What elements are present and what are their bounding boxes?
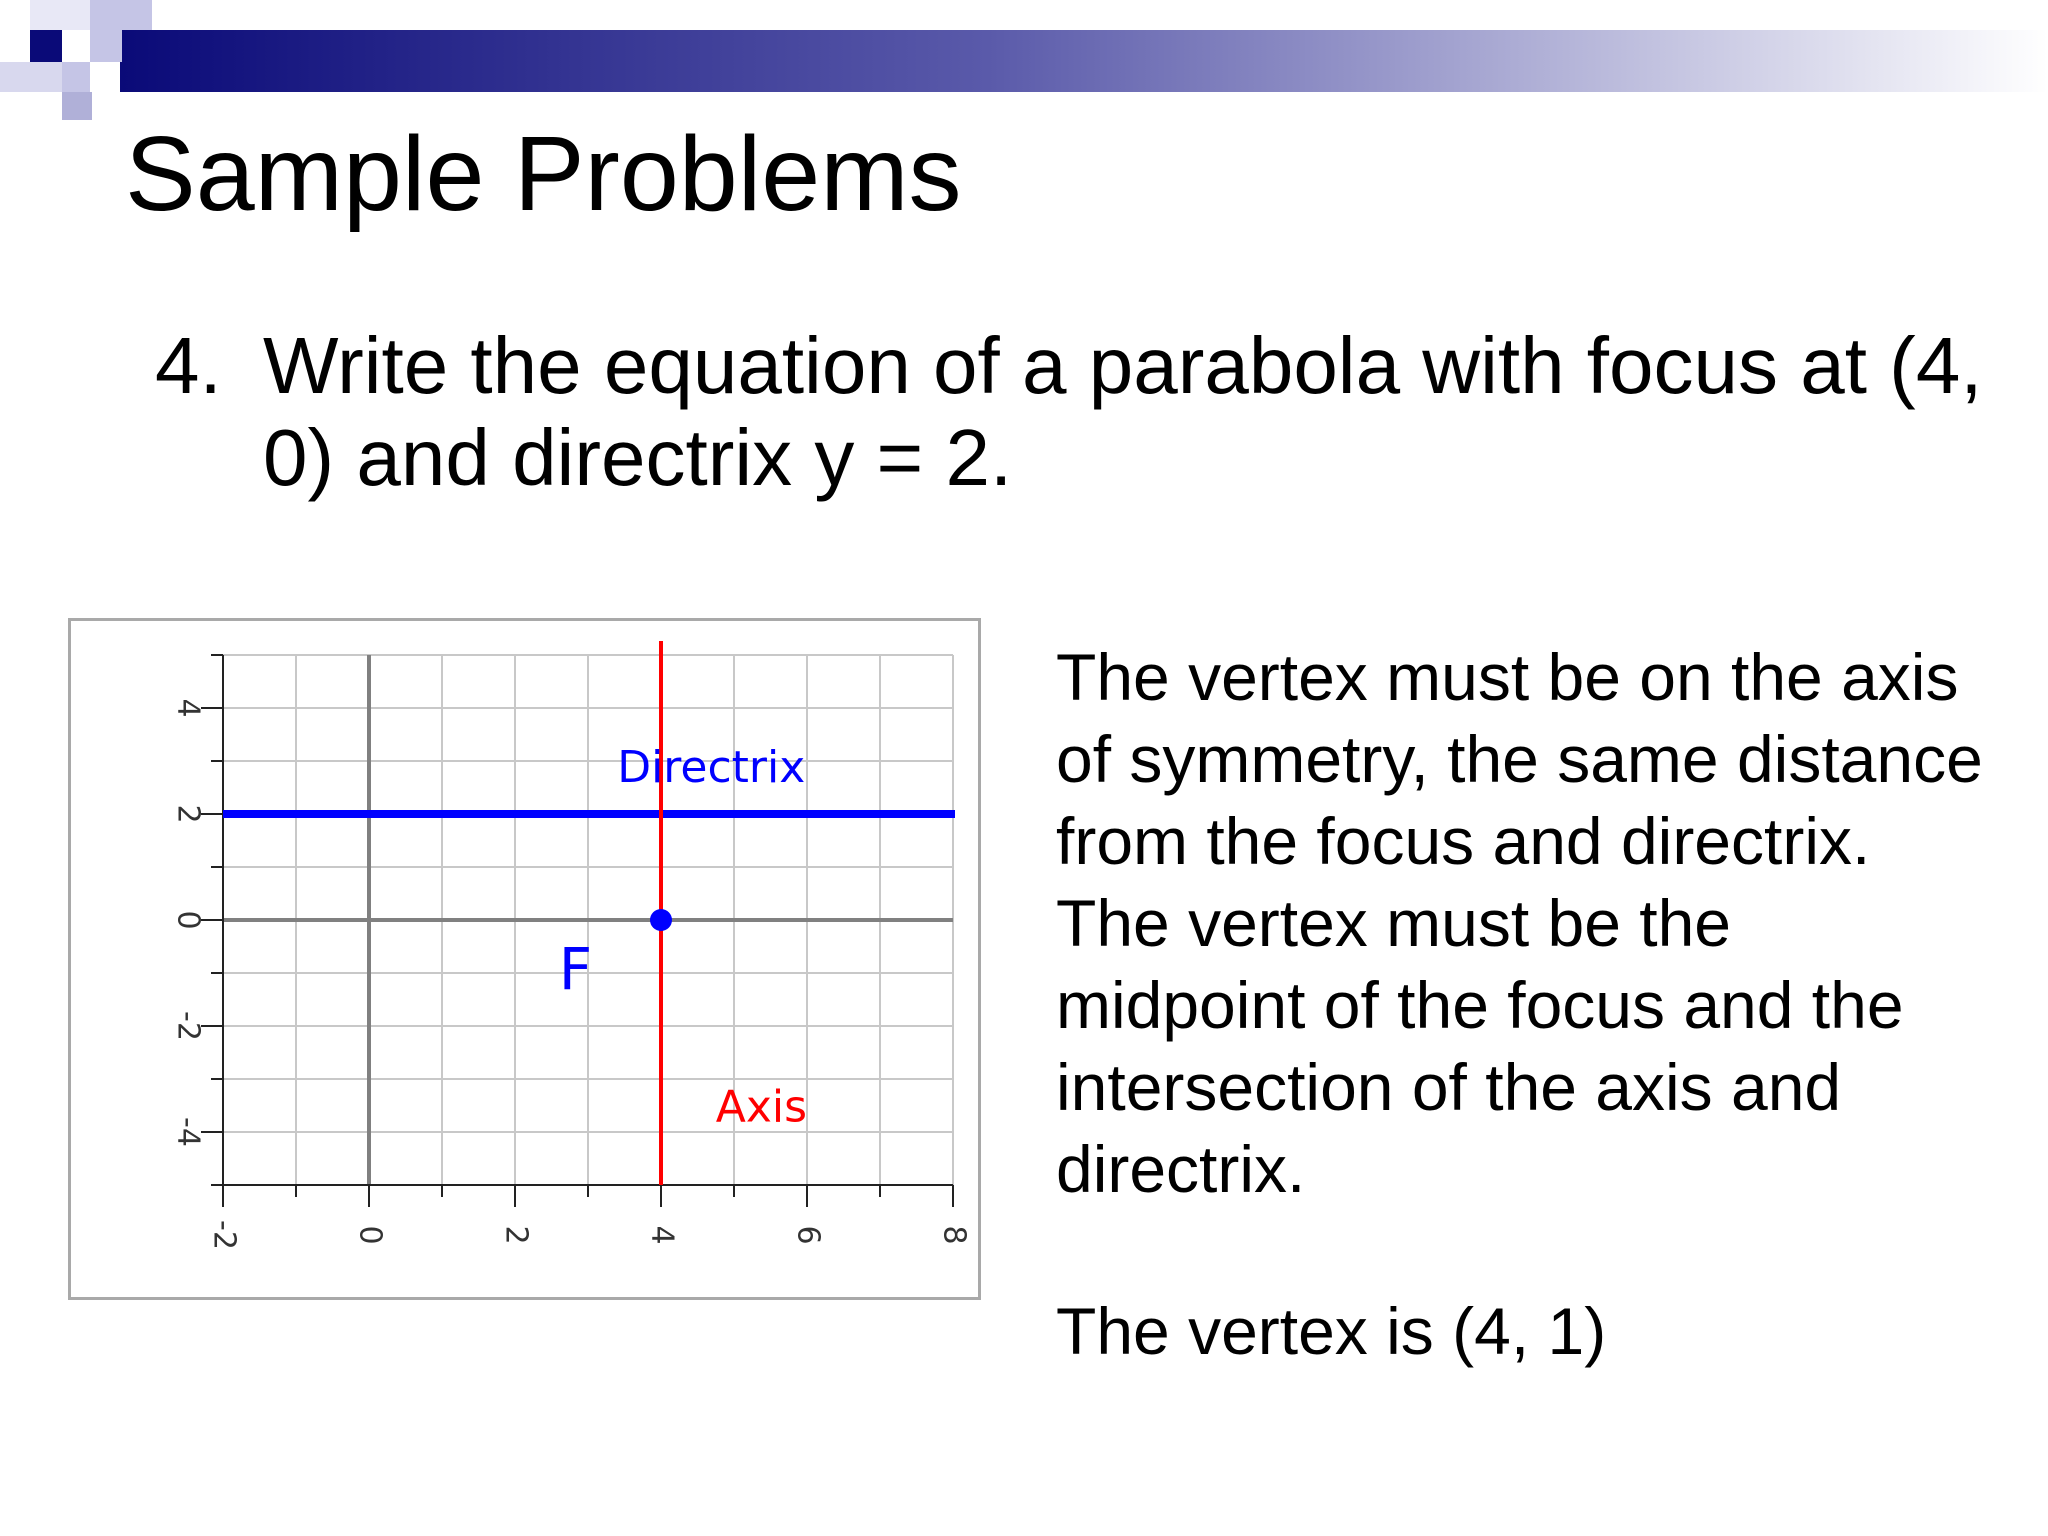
axis-label: Axis — [715, 1081, 808, 1133]
y-tick-label: 0 — [170, 910, 206, 930]
y-tick-label: 2 — [170, 804, 206, 824]
directrix-label: Directrix — [617, 742, 806, 793]
parabola-graph — [68, 618, 981, 1300]
problem-text: Write the equation of a parabola with focus at (4, 0) and directrix y = 2. — [263, 321, 1983, 502]
x-tick-label: 0 — [352, 1225, 388, 1245]
y-tick-label: -4 — [170, 1117, 206, 1147]
graph-canvas — [71, 621, 978, 1297]
y-tick-label: 4 — [170, 698, 206, 718]
header-decoration — [0, 0, 2048, 120]
slide-title: Sample Problems — [125, 115, 962, 233]
x-tick-label: 2 — [498, 1225, 534, 1245]
problem-number: 4. — [155, 321, 222, 410]
x-tick-label: 8 — [936, 1225, 972, 1245]
focus-point — [650, 909, 672, 931]
x-tick-label: 4 — [644, 1225, 680, 1245]
x-tick-label: 6 — [790, 1225, 826, 1245]
explanation-text: The vertex must be on the axis of symmetry, the same distance from the focus and directrix. The vertex must be the midpoint of the focus and the intersection of the axis and directrix. — [1056, 640, 1983, 1206]
x-tick-label: -2 — [206, 1220, 242, 1250]
vertex-answer: The vertex is (4, 1) — [1056, 1294, 1607, 1368]
y-tick-label: -2 — [170, 1011, 206, 1041]
focus-label: F — [558, 934, 593, 1003]
